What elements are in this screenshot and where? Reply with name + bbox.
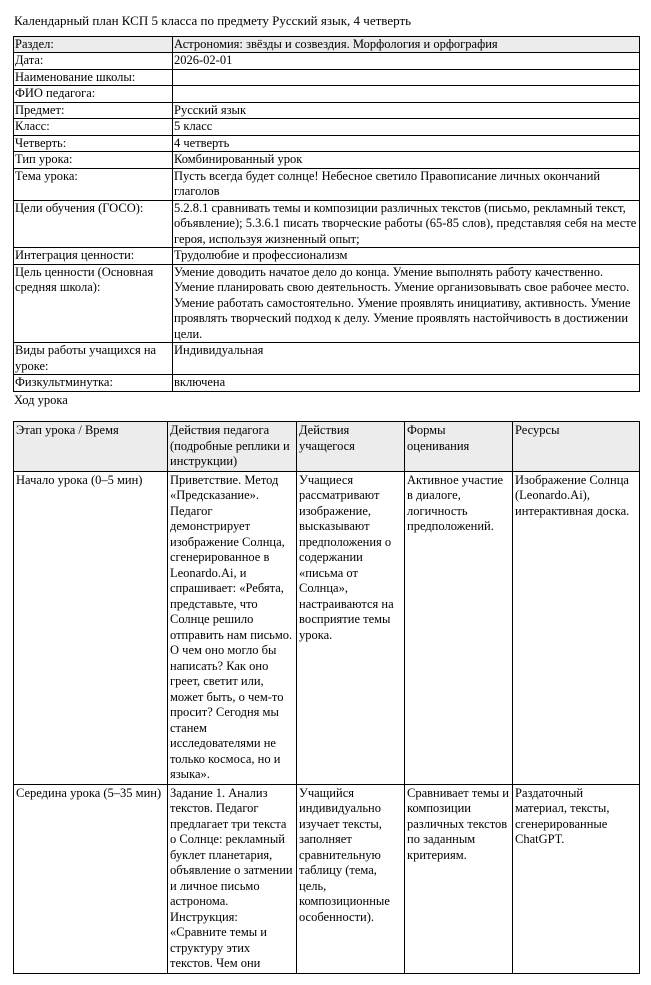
- info-label: Предмет:: [14, 102, 173, 119]
- info-label: Наименование школы:: [14, 69, 173, 86]
- info-value: [173, 86, 640, 103]
- lesson-cell: Раздаточный материал, тексты, сгенерированные ChatGPT.: [513, 784, 640, 973]
- info-value: Умение доводить начатое дело до конца. Умение выполнять работу качественно. Умение планировать свою деятельность. Умение организовывать свое рабочее место. Умение работать самостоятельно. Умение проявлять инициативу, активность. Умение проявлять творческий подход к делу. Умение проявлять настойчивость в достижении цели.: [173, 264, 640, 343]
- section-heading: Ход урока: [14, 392, 68, 407]
- info-value: Индивидуальная: [173, 343, 640, 375]
- info-label: Класс:: [14, 119, 173, 136]
- column-header: Действия педагога (подробные реплики и инструкции): [168, 422, 297, 472]
- info-label: Тема урока:: [14, 168, 173, 200]
- lesson-cell: Учащиеся рассматривают изображение, высказывают предположения о содержании «письма от Солнца», настраиваются на восприятие темы урока.: [297, 471, 405, 784]
- document-title: Календарный план КСП 5 класса по предмету Русский язык, 4 четверть: [14, 13, 412, 28]
- lesson-info-table: [13, 36, 640, 392]
- column-header: Этап урока / Время: [14, 422, 168, 472]
- lesson-cell: Сравнивает темы и композиции различных текстов по заданным критериям.: [405, 784, 513, 973]
- column-header: Ресурсы: [513, 422, 640, 472]
- column-header: Действия учащегося: [297, 422, 405, 472]
- info-row: [14, 53, 640, 70]
- info-row: [14, 119, 640, 136]
- info-row: [14, 343, 640, 375]
- info-label: ФИО педагога:: [14, 86, 173, 103]
- lesson-row: [14, 784, 640, 973]
- info-value: 4 четверть: [173, 135, 640, 152]
- info-row: [14, 69, 640, 86]
- info-label: Интеграция ценности:: [14, 248, 173, 265]
- info-label: Виды работы учащихся на уроке:: [14, 343, 173, 375]
- info-row: [14, 102, 640, 119]
- info-label: Цель ценности (Основная средняя школа):: [14, 264, 173, 343]
- info-row: [14, 264, 640, 343]
- lesson-cell: Учащийся индивидуально изучает тексты, заполняет сравнительную таблицу (тема, цель, композиционные особенности).: [297, 784, 405, 973]
- lesson-header-row: [14, 422, 640, 472]
- info-value: 5 класс: [173, 119, 640, 136]
- lesson-row: [14, 471, 640, 784]
- lesson-cell: Изображение Солнца (Leonardo.Ai), интерактивная доска.: [513, 471, 640, 784]
- info-label: Раздел:: [14, 36, 173, 53]
- column-header: Формы оценивания: [405, 422, 513, 472]
- info-label: Цели обучения (ГОСО):: [14, 200, 173, 248]
- info-label: Дата:: [14, 53, 173, 70]
- info-label: Тип урока:: [14, 152, 173, 169]
- info-label: Четверть:: [14, 135, 173, 152]
- lesson-cell: Середина урока (5–35 мин): [14, 784, 168, 973]
- info-value: Пусть всегда будет солнце! Небесное светило Правописание личных окончаний глаголов: [173, 168, 640, 200]
- lesson-cell: Приветствие. Метод «Предсказание». Педагог демонстрирует изображение Солнца, сгенерированное в Leonardo.Ai, и спрашивает: «Ребята, представьте, что Солнце решило отправить нам письмо. О чем оно могло бы написать? Как оно греет, светит или, может быть, о чем-то просит? Сегодня мы станем исследователями не только космоса, но и языка».: [168, 471, 297, 784]
- info-value: Русский язык: [173, 102, 640, 119]
- lesson-cell: Активное участие в диалоге, логичность предположений.: [405, 471, 513, 784]
- info-value: включена: [173, 375, 640, 392]
- info-value: 5.2.8.1 сравнивать темы и композиции различных текстов (письмо, рекламный текст, объявление); 5.3.6.1 писать творческие работы (65-85 слов), представляя себя на месте героя, используя жизненный опыт;: [173, 200, 640, 248]
- info-value: 2026-02-01: [173, 53, 640, 70]
- info-row: [14, 375, 640, 392]
- info-value: Комбинированный урок: [173, 152, 640, 169]
- info-row: [14, 135, 640, 152]
- info-value: Астрономия: звёзды и созвездия. Морфология и орфография: [173, 36, 640, 53]
- info-row: [14, 86, 640, 103]
- info-row: [14, 248, 640, 265]
- lesson-cell: Начало урока (0–5 мин): [14, 471, 168, 784]
- info-row: [14, 152, 640, 169]
- info-label: Физкультминутка:: [14, 375, 173, 392]
- lesson-cell: Задание 1. Анализ текстов. Педагог предлагает три текста о Солнце: рекламный буклет планетария, объявление о затмении и личное письмо астронома. Инструкция: «Сравните темы и структуру этих текстов. Чем они: [168, 784, 297, 973]
- info-row: [14, 200, 640, 248]
- info-value: Трудолюбие и профессионализм: [173, 248, 640, 265]
- info-row: [14, 36, 640, 53]
- lesson-plan-table: [13, 421, 640, 974]
- info-value: [173, 69, 640, 86]
- info-row: [14, 168, 640, 200]
